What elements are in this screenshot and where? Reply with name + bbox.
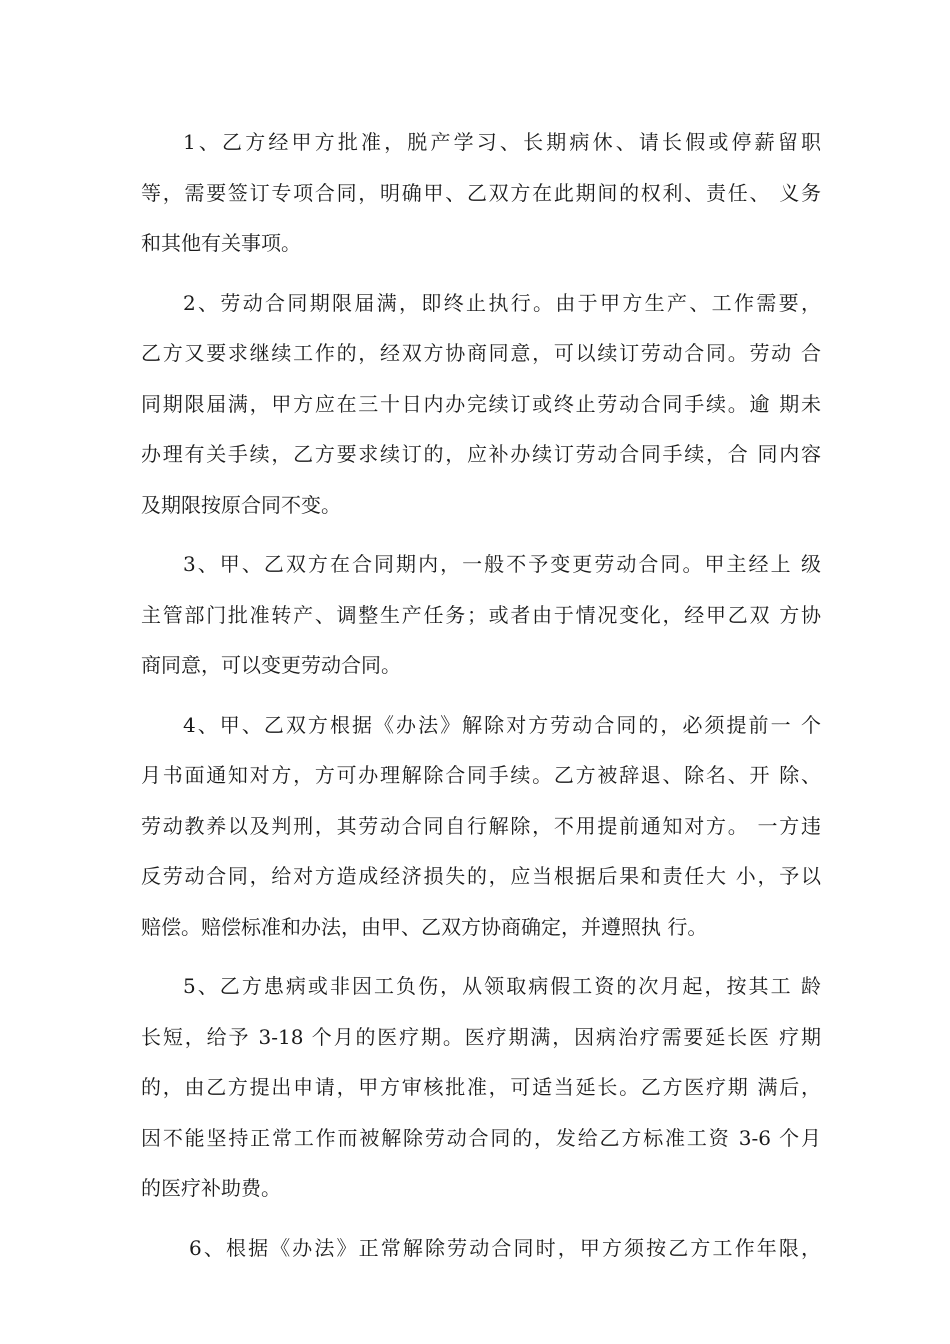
document-body bbox=[141, 117, 821, 1282]
text-line: 商同意，可以变更劳动合同。 bbox=[141, 653, 401, 677]
text-line: 办理有关手续，乙方要求续订的，应补办续订劳动合同手续，合 同内容 bbox=[141, 442, 821, 466]
text-line: 长短，给予 3-18 个月的医疗期。医疗期满，因病治疗需要延长医 疗期 bbox=[141, 1024, 821, 1049]
text-line: 2、劳动合同期限届满，即终止执行。由于甲方生产、工作需要， bbox=[183, 290, 821, 315]
text-line: 同期限届满，甲方应在三十日内办完续订或终止劳动合同手续。逾 期未 bbox=[141, 391, 821, 416]
text-line: 6、根据《办法》正常解除劳动合同时，甲方须按乙方工作年限， bbox=[189, 1235, 821, 1260]
text-line: 1、乙方经甲方批准，脱产学习、长期病休、请长假或停薪留职 bbox=[183, 130, 821, 154]
paragraph-1 bbox=[141, 117, 821, 269]
text-line: 5、乙方患病或非因工负伤，从领取病假工资的次月起，按其工 龄 bbox=[183, 974, 821, 998]
text-line: 反劳动合同，给对方造成经济损失的，应当根据后果和责任大 小，予以 bbox=[141, 864, 821, 888]
paragraph-4 bbox=[141, 700, 821, 953]
text-line: 乙方又要求继续工作的，经双方协商同意，可以续订劳动合同。劳动 合 bbox=[141, 341, 821, 365]
text-line: 和其他有关事项。 bbox=[141, 231, 301, 255]
text-line: 赔偿。赔偿标准和办法，由甲、乙双方协商确定，并遵照执 行。 bbox=[141, 914, 708, 939]
text-line: 主管部门批准转产、调整生产任务；或者由于情况变化，经甲乙双 方协 bbox=[141, 602, 821, 627]
text-line: 3、甲、乙双方在合同期内，一般不予变更劳动合同。甲主经上 级 bbox=[183, 552, 821, 576]
paragraph-6 bbox=[141, 1223, 821, 1274]
text-line: 的，由乙方提出申请，甲方审核批准，可适当延长。乙方医疗期 满后， bbox=[141, 1075, 821, 1099]
text-line: 的医疗补助费。 bbox=[141, 1176, 281, 1200]
text-line: 劳动教养以及判刑，其劳动合同自行解除，不用提前通知对方。 一方违 bbox=[141, 813, 821, 838]
text-line: 等，需要签订专项合同，明确甲、乙双方在此期间的权利、责任、 义务 bbox=[141, 180, 821, 205]
paragraph-5 bbox=[141, 961, 821, 1214]
paragraph-2 bbox=[141, 278, 821, 531]
text-line: 及期限按原合同不变。 bbox=[141, 492, 341, 517]
text-line: 月书面通知对方，方可办理解除合同手续。乙方被辞退、除名、开 除、 bbox=[141, 763, 821, 787]
text-line: 4、甲、乙双方根据《办法》解除对方劳动合同的，必须提前一 个 bbox=[183, 712, 821, 737]
text-line: 因不能坚持正常工作而被解除劳动合同的，发给乙方标准工资 3-6 个月 bbox=[141, 1125, 821, 1150]
paragraph-3 bbox=[141, 539, 821, 691]
